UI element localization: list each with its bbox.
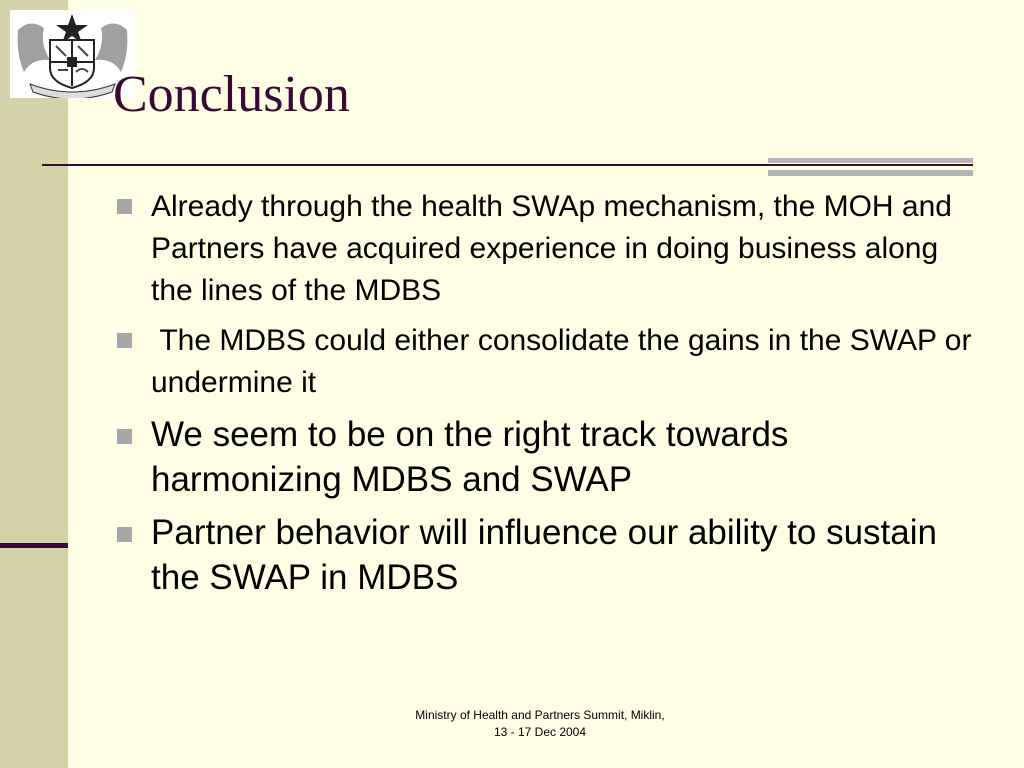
title-divider-accent [768,158,973,178]
side-band [0,0,68,768]
bullet-list [113,186,983,608]
list-item-text: Partner behavior will influence our ability to sustain the SWAP in MDBS [151,513,937,597]
footer-line-1: Ministry of Health and Partners Summit, Miklin, [415,708,665,722]
list-item-text: We seem to be on the right track towards harmonizing MDBS and SWAP [151,415,789,499]
square-bullet-icon [117,527,132,542]
list-item-text: The MDBS could either consolidate the gains in the SWAP or undermine it [151,324,980,399]
list-item [113,412,983,502]
list-item-text: Already through the health SWAp mechanism, the MOH and Partners have acquired experience in doing business along the lines of the MDBS [151,190,952,307]
list-item [113,510,983,600]
square-bullet-icon [117,429,132,444]
list-item [113,186,983,312]
square-bullet-icon [117,333,132,348]
footer-line-2: 13 - 17 Dec 2004 [493,725,587,739]
slide-title: Conclusion [113,66,350,123]
slide-footer [390,707,690,741]
list-item [113,320,983,404]
square-bullet-icon [117,199,132,214]
side-band-rule [0,543,68,548]
